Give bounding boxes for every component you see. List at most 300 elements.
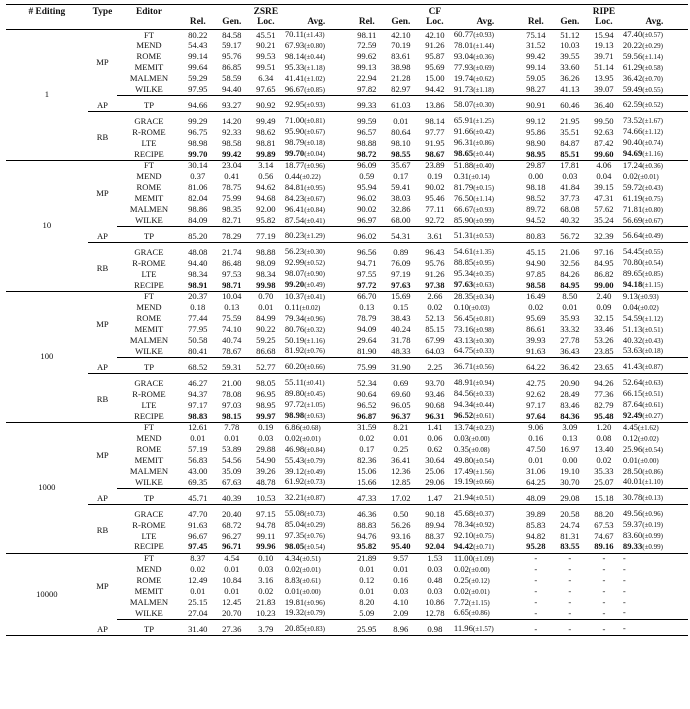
metric-cell: 97.63 <box>384 280 418 291</box>
std-dev: (±0.83) <box>304 625 325 634</box>
table-row <box>6 624 688 635</box>
std-dev: (±0.74) <box>642 139 664 148</box>
avg-value: 92.10 <box>453 531 474 541</box>
metric-cell: 86.68 <box>249 346 283 357</box>
table-row <box>6 231 688 242</box>
avg-value: 99.20 <box>284 280 305 290</box>
metric-cell: 38.03 <box>391 193 411 204</box>
editor-name: WILKE <box>117 85 181 96</box>
avg-cell <box>452 608 519 619</box>
metric-cell: 99.96 <box>249 542 283 553</box>
metric-cell: 39.07 <box>587 85 621 96</box>
avg-cell <box>283 149 350 160</box>
std-dev: (±0.27) <box>642 412 664 420</box>
metric-cell: 12.36 <box>391 466 411 477</box>
metric-cell: 35.24 <box>587 216 621 227</box>
metric-cell: 82.97 <box>384 85 418 96</box>
std-dev: (±1.15) <box>468 598 490 607</box>
metric-cell: 96.57 <box>357 127 377 137</box>
metric-cell: 48.09 <box>519 493 553 504</box>
metric-cell: 98.71 <box>215 280 249 291</box>
metric-cell: 0.62 <box>427 444 443 455</box>
metric-cell: 81.90 <box>350 346 384 357</box>
metric-cell: 98.88 <box>357 138 377 148</box>
metric-cell: 94.37 <box>188 389 208 399</box>
avg-cell <box>452 598 519 609</box>
std-dev: (±1.67) <box>642 117 664 126</box>
metric-cell: 78.29 <box>215 231 249 242</box>
metric-cell: 10.23 <box>249 608 283 619</box>
avg-value: 91.73 <box>453 84 474 94</box>
std-dev: (±0.75) <box>473 532 494 541</box>
metric-cell: 0.01 <box>393 116 409 126</box>
metric-cell: 4.06 <box>596 160 612 171</box>
metric-cell: 10.84 <box>222 575 242 586</box>
metric-cell: 13.40 <box>594 444 614 455</box>
avg-value: 40.32 <box>622 335 643 345</box>
metric-cell: 35.09 <box>222 466 242 477</box>
avg-value: 52.64 <box>622 378 643 388</box>
std-dev: (±0.70) <box>642 74 664 83</box>
metric-cell: 39.93 <box>526 335 546 346</box>
metric-cell: 30.70 <box>553 477 587 488</box>
avg-value: 55.43 <box>284 455 305 465</box>
editor-name: RECIPE <box>117 149 181 160</box>
metric-cell: 0.01 <box>190 433 206 444</box>
std-dev: (±1.44) <box>473 41 494 50</box>
metric-cell: 36.40 <box>587 100 621 111</box>
editor-name: GRACE <box>134 116 164 126</box>
metric-cell: 87.42 <box>594 138 614 148</box>
editor-name: MEMIT <box>134 62 164 73</box>
metric-cell: 99.98 <box>249 280 283 291</box>
avg-cell <box>283 280 350 291</box>
avg-cell <box>283 52 350 63</box>
std-dev: (±0.33) <box>473 347 494 356</box>
avg-value: 89.80 <box>284 389 305 399</box>
editor-name: MALMEN <box>129 73 169 84</box>
avg-value: - <box>622 608 626 618</box>
avg-value: 96.52 <box>453 411 474 420</box>
metric-cell: 32.39 <box>587 231 621 242</box>
editor-name: RECIPE <box>117 542 181 553</box>
metric-cell: 96.43 <box>425 247 445 257</box>
metric-cell: 57.62 <box>594 204 614 215</box>
avg-cell <box>452 52 519 63</box>
metric-cell: 17.81 <box>560 160 580 171</box>
metric-cell: 47.50 <box>526 444 546 455</box>
avg-value: 21.94 <box>453 493 474 503</box>
std-dev: (±0.36) <box>473 52 494 61</box>
editor-name: LTE <box>141 138 157 148</box>
metric-cell: 99.42 <box>526 51 546 62</box>
editor-type: RB <box>88 378 118 422</box>
avg-cell <box>452 520 519 531</box>
metric-cell: 99.29 <box>188 116 208 126</box>
std-dev: (±0.52) <box>642 101 664 110</box>
editor-name: R-ROME <box>132 258 166 268</box>
avg-cell <box>621 205 688 216</box>
avg-cell <box>621 411 688 422</box>
avg-cell <box>452 194 519 205</box>
avg-cell <box>621 280 688 291</box>
metric-cell: 0.69 <box>393 378 409 388</box>
avg-value: 59.49 <box>622 84 643 94</box>
avg-value: 19.74 <box>453 73 474 83</box>
metric-cell: 42.10 <box>391 29 411 40</box>
metric-cell: 97.15 <box>256 509 276 519</box>
metric-cell: 96.87 <box>350 411 384 422</box>
std-dev: (±1.25) <box>473 117 494 126</box>
std-dev: (±0.30) <box>473 336 494 345</box>
avg-value: 91.66 <box>453 127 474 137</box>
metric-cell: 35.33 <box>594 466 614 477</box>
avg-value: 0.02 <box>284 564 300 574</box>
metric-cell: 86.82 <box>594 269 614 279</box>
avg-cell <box>621 608 688 619</box>
metric-cell: 53.26 <box>594 335 614 346</box>
avg-cell <box>452 624 519 635</box>
avg-value: - <box>622 564 626 574</box>
avg-cell <box>621 456 688 467</box>
avg-value: 28.50 <box>622 466 643 476</box>
metric-cell: 8.37 <box>190 553 206 564</box>
avg-value: 96.67 <box>284 84 305 94</box>
avg-value: 73.52 <box>622 116 643 126</box>
metric-cell: 94.71 <box>357 258 377 268</box>
avg-cell <box>283 477 350 488</box>
avg-value: 13.74 <box>453 422 474 432</box>
avg-cell <box>452 85 519 96</box>
metric-cell: - <box>602 597 606 607</box>
avg-cell <box>283 247 350 258</box>
metric-cell: 84.87 <box>560 138 580 148</box>
metric-cell: 94.40 <box>215 85 249 96</box>
avg-value: 19.19 <box>453 477 474 487</box>
metric-cell: 93.46 <box>425 389 445 399</box>
avg-cell <box>621 269 688 280</box>
table-row <box>6 30 688 41</box>
editor-name: MEMIT <box>134 455 164 466</box>
metric-cell: 0.01 <box>393 564 409 575</box>
std-dev: (±1.18) <box>473 85 494 94</box>
metric-cell: 59.29 <box>188 73 208 84</box>
metric-cell: 4.10 <box>393 597 409 607</box>
avg-value: 6.86 <box>284 422 300 432</box>
std-dev: (±0.33) <box>473 390 494 399</box>
avg-value: 92.49 <box>622 411 643 420</box>
metric-cell: 30.14 <box>188 160 208 171</box>
std-dev: (±0.23) <box>473 423 494 432</box>
metric-cell: 97.53 <box>222 269 242 279</box>
std-dev: (±1.14) <box>473 194 494 203</box>
metric-cell: 0.02 <box>258 586 274 597</box>
metric-cell: 98.35 <box>222 204 242 215</box>
metric-cell: 40.39 <box>215 493 249 504</box>
metric-cell: 0.02 <box>190 564 206 575</box>
avg-cell <box>621 100 688 111</box>
metric-cell: 0.03 <box>258 433 274 444</box>
metric-cell: 46.27 <box>188 378 208 388</box>
editor-name: RECIPE <box>117 280 181 291</box>
metric-cell: 97.38 <box>418 280 452 291</box>
std-dev: (±0.01) <box>299 434 321 443</box>
std-dev: (±0.14) <box>468 172 490 181</box>
metric-cell: 25.95 <box>350 624 384 635</box>
metric-cell: 80.64 <box>391 127 411 137</box>
metric-cell: 12.78 <box>418 608 452 619</box>
metric-cell: 96.75 <box>188 127 208 137</box>
metric-cell: 0.01 <box>258 302 274 313</box>
metric-cell: 21.95 <box>560 116 580 126</box>
avg-cell <box>621 531 688 542</box>
metric-cell: 69.60 <box>391 389 411 399</box>
avg-value: 0.44 <box>284 171 300 181</box>
metric-cell: - <box>534 597 538 607</box>
editor-name: LTE <box>141 269 157 279</box>
metric-cell: 97.64 <box>519 411 553 422</box>
metric-cell: 16.97 <box>560 444 580 455</box>
avg-cell <box>283 587 350 598</box>
avg-value: 0.25 <box>453 575 469 585</box>
avg-value: 59.72 <box>622 182 643 192</box>
metric-cell: 99.00 <box>587 280 621 291</box>
avg-cell <box>452 378 519 389</box>
avg-value: 0.12 <box>622 433 638 443</box>
table-row <box>6 100 688 111</box>
metric-cell: - <box>587 624 621 635</box>
metric-cell: 97.17 <box>526 400 546 410</box>
avg-cell <box>283 74 350 85</box>
avg-value: 98.98 <box>284 411 305 420</box>
std-dev: (±0.86) <box>468 609 490 618</box>
metric-cell: 90.02 <box>357 204 377 215</box>
avg-value: 61.19 <box>622 193 643 203</box>
std-dev: (±0.45) <box>304 390 325 399</box>
std-dev: (±0.99) <box>473 216 494 225</box>
metric-cell: 84.95 <box>553 280 587 291</box>
editor-name: TP <box>117 231 181 242</box>
std-dev: (±0.86) <box>473 139 494 148</box>
metric-cell: 98.14 <box>425 116 445 126</box>
metric-cell: 75.14 <box>526 29 546 40</box>
avg-value: 10.37 <box>284 291 305 301</box>
avg-value: 83.60 <box>622 531 643 541</box>
editor-name: GRACE <box>134 247 164 257</box>
metric-cell: 47.33 <box>350 493 384 504</box>
std-dev: (±0.12) <box>468 576 490 585</box>
metric-cell: 94.78 <box>256 520 276 530</box>
header-metric-gen: Gen. <box>384 17 418 30</box>
metric-cell: 2.25 <box>418 362 452 373</box>
metric-cell: 39.55 <box>560 51 580 62</box>
metric-cell: 42.75 <box>526 378 546 388</box>
avg-cell <box>283 445 350 456</box>
avg-value: 0.10 <box>453 302 469 312</box>
avg-value: 84.56 <box>453 389 474 399</box>
avg-value: 65.91 <box>453 116 474 126</box>
std-dev: (±1.62) <box>637 423 659 432</box>
std-dev: (±1.12) <box>642 314 664 323</box>
avg-value: 7.72 <box>453 597 469 607</box>
metric-cell: 23.85 <box>587 346 621 357</box>
metric-cell: 59.31 <box>215 362 249 373</box>
avg-cell <box>283 303 350 314</box>
metric-cell: 95.48 <box>587 411 621 422</box>
metric-cell: 97.03 <box>222 400 242 410</box>
metric-cell: 0.19 <box>258 422 274 433</box>
metric-cell: 21.89 <box>357 553 377 564</box>
avg-value: 98.07 <box>284 269 305 279</box>
metric-cell: 3.09 <box>562 422 578 433</box>
metric-cell: 83.61 <box>391 51 411 62</box>
metric-cell: 0.03 <box>427 586 443 597</box>
metric-cell: 2.40 <box>596 291 612 302</box>
avg-value: 55.11 <box>284 378 304 388</box>
table-row <box>6 160 688 171</box>
metric-cell: 39.15 <box>594 182 614 193</box>
avg-value: 56.64 <box>622 231 643 241</box>
metric-cell: 86.85 <box>222 62 242 73</box>
editor-name: ROME <box>136 313 162 324</box>
metric-cell: 61.03 <box>384 100 418 111</box>
table-row <box>6 291 688 302</box>
avg-cell <box>283 434 350 445</box>
metric-cell: 33.46 <box>594 324 614 335</box>
avg-cell <box>621 389 688 400</box>
avg-cell <box>283 100 350 111</box>
metric-cell: 25.07 <box>587 477 621 488</box>
header-metric-rel: Rel. <box>181 17 215 30</box>
std-dev: (±0.54) <box>642 445 664 454</box>
avg-value: 46.98 <box>284 444 305 454</box>
avg-value: 0.02 <box>453 564 469 574</box>
metric-cell: 3.61 <box>418 231 452 242</box>
metric-cell: 42.10 <box>425 29 445 40</box>
std-dev: (±0.73) <box>304 510 325 519</box>
avg-cell <box>621 160 688 171</box>
metric-cell: 93.27 <box>215 100 249 111</box>
editor-type: RB <box>88 247 118 291</box>
std-dev: (±1.09) <box>472 554 494 563</box>
editor-name: MEND <box>136 564 162 575</box>
editor-name: WILKE <box>117 216 181 227</box>
editor-name: MALMEN <box>129 466 169 477</box>
avg-value: 36.71 <box>453 362 474 372</box>
metric-cell: 31.59 <box>357 422 377 433</box>
avg-cell <box>452 346 519 357</box>
metric-cell: 12.49 <box>188 575 208 586</box>
metric-cell: 99.49 <box>256 116 276 126</box>
avg-cell <box>283 493 350 504</box>
metric-cell: 96.97 <box>350 216 384 227</box>
metric-cell: 98.83 <box>181 411 215 422</box>
metric-cell: 98.67 <box>418 149 452 160</box>
avg-value: 20.22 <box>622 40 643 50</box>
avg-cell <box>621 576 688 587</box>
metric-cell: 21.83 <box>256 597 276 607</box>
std-dev: (±1.10) <box>642 478 664 487</box>
std-dev: (±0.30) <box>473 101 494 110</box>
avg-cell <box>452 434 519 445</box>
metric-cell: 41.84 <box>560 182 580 193</box>
metric-cell: 97.72 <box>350 280 384 291</box>
avg-cell <box>283 624 350 635</box>
metric-cell: 10.86 <box>425 597 445 607</box>
metric-cell: 15.94 <box>594 29 614 40</box>
avg-cell <box>621 258 688 269</box>
std-dev: (±0.02) <box>637 303 659 312</box>
metric-cell: 56.26 <box>391 520 411 530</box>
editor-name: TP <box>117 493 181 504</box>
metric-cell: 0.01 <box>224 564 240 575</box>
metric-cell: 96.02 <box>357 193 377 204</box>
std-dev: (±0.51) <box>642 325 664 334</box>
metric-cell: 95.94 <box>357 182 377 193</box>
metric-cell: 0.12 <box>359 575 375 586</box>
metric-cell: 99.33 <box>350 100 384 111</box>
std-dev: (±0.00) <box>468 434 490 443</box>
std-dev: (±0.85) <box>642 270 664 279</box>
header-dataset-zsre: ZSRE <box>249 5 283 18</box>
metric-cell: 99.59 <box>357 116 377 126</box>
metric-cell: 78.79 <box>357 313 377 324</box>
std-dev: (±0.96) <box>304 598 325 607</box>
metric-cell: 90.68 <box>425 400 445 410</box>
metric-cell: 8.96 <box>384 624 418 635</box>
std-dev: (±0.41) <box>304 216 325 225</box>
editor-name: MEND <box>136 40 162 51</box>
metric-cell: 89.16 <box>587 542 621 553</box>
metric-cell: 10.53 <box>249 493 283 504</box>
metric-cell: 32.86 <box>391 204 411 215</box>
metric-cell: 39.71 <box>594 51 614 62</box>
std-dev: (±0.73) <box>304 478 325 487</box>
avg-cell <box>452 74 519 85</box>
avg-value: 97.35 <box>284 531 305 541</box>
metric-cell: 0.03 <box>562 171 578 182</box>
metric-cell: 52.34 <box>357 378 377 388</box>
std-dev: (±0.61) <box>473 412 494 420</box>
metric-cell: 45.71 <box>181 493 215 504</box>
std-dev: (±0.67) <box>304 128 325 137</box>
std-dev: (±0.96) <box>642 510 664 519</box>
metric-cell: 95.40 <box>384 542 418 553</box>
avg-cell <box>452 553 519 564</box>
std-dev: (±0.68) <box>299 423 321 432</box>
metric-cell: 96.27 <box>222 531 242 541</box>
avg-cell <box>621 116 688 127</box>
metric-cell: 77.95 <box>188 324 208 335</box>
std-dev: (±0.81) <box>304 117 325 126</box>
metric-cell: 83.55 <box>553 542 587 553</box>
metric-cell: - <box>519 624 553 635</box>
std-dev: (±0.99) <box>642 542 664 551</box>
avg-value: 0.02 <box>622 171 638 181</box>
header-metric-avg: Avg. <box>621 17 688 30</box>
metric-cell: 14.20 <box>222 116 242 126</box>
avg-cell <box>621 183 688 194</box>
metric-cell: 80.22 <box>188 29 208 40</box>
metric-cell: 0.09 <box>596 302 612 313</box>
metric-cell: 35.67 <box>391 160 411 171</box>
editor-name: FT <box>143 160 154 171</box>
metric-cell: - <box>519 608 553 619</box>
avg-cell <box>283 172 350 183</box>
metric-cell: - <box>568 586 572 597</box>
metric-cell: 96.37 <box>384 411 418 422</box>
results-table <box>6 4 688 636</box>
